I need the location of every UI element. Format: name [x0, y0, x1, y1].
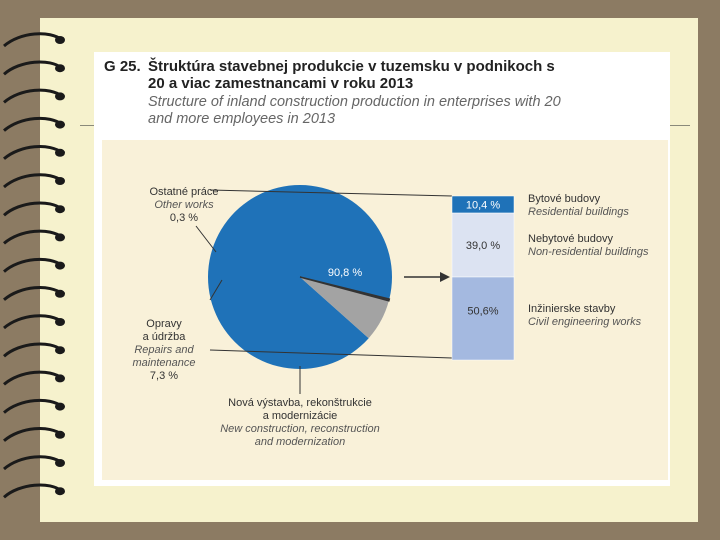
label-new-construction: [200, 397, 400, 449]
repairs-en-2: maintenance: [132, 357, 196, 369]
legend-civil-en: Civil engineering works: [528, 316, 642, 328]
legend-non-residential-en: Non-residential buildings: [528, 246, 649, 258]
other-works-sk: Ostatné práce: [149, 186, 219, 198]
new-construction-sk-2: a modernizácie: [262, 410, 338, 422]
legend-residential: [528, 193, 629, 219]
bar-value-label: 39,0 %: [465, 240, 501, 253]
figure-title-slovak: Štruktúra stavebnej produkcie v tuzemsku v podnikoch s 20 a viac zamestnancami v roku 2013: [148, 58, 555, 92]
repairs-value: 7,3 %: [149, 370, 179, 382]
legend-residential-en: Residential buildings: [528, 206, 629, 218]
other-works-en: Other works: [154, 199, 214, 211]
bar-value-label: 10,4 %: [465, 199, 501, 212]
legend-non-residential: [528, 233, 648, 259]
legend-civil-sk: Inžinierske stavby: [528, 303, 616, 315]
legend-civil-engineering: [528, 303, 641, 329]
new-construction-en-1: New construction, reconstruction: [220, 423, 380, 435]
new-construction-en-2: and modernization: [254, 436, 346, 448]
label-other-works: [138, 186, 230, 225]
figure-title-english: Structure of inland construction production in enterprises with 20 and more employees in 2013: [148, 94, 561, 127]
label-repairs: [122, 318, 206, 383]
legend-non-residential-sk: Nebytové budovy: [528, 233, 613, 245]
leader-other-works: [196, 226, 216, 252]
figure-number: G 25.: [104, 58, 141, 75]
bar-value-label: 50,6%: [467, 305, 499, 318]
pie-value-new-construction: 90,8 %: [327, 267, 363, 279]
arrow-head-icon: [440, 272, 450, 282]
repairs-sk-2: a údržba: [142, 331, 186, 343]
bar-segment-civil-engineering: [452, 277, 514, 360]
repairs-sk-1: Opravy: [146, 318, 182, 330]
new-construction-sk-1: Nová výstavba, rekonštrukcie: [228, 397, 372, 409]
other-works-value: 0,3 %: [169, 212, 199, 224]
legend-residential-sk: Bytové budovy: [528, 193, 601, 205]
repairs-en-1: Repairs and: [134, 344, 194, 356]
